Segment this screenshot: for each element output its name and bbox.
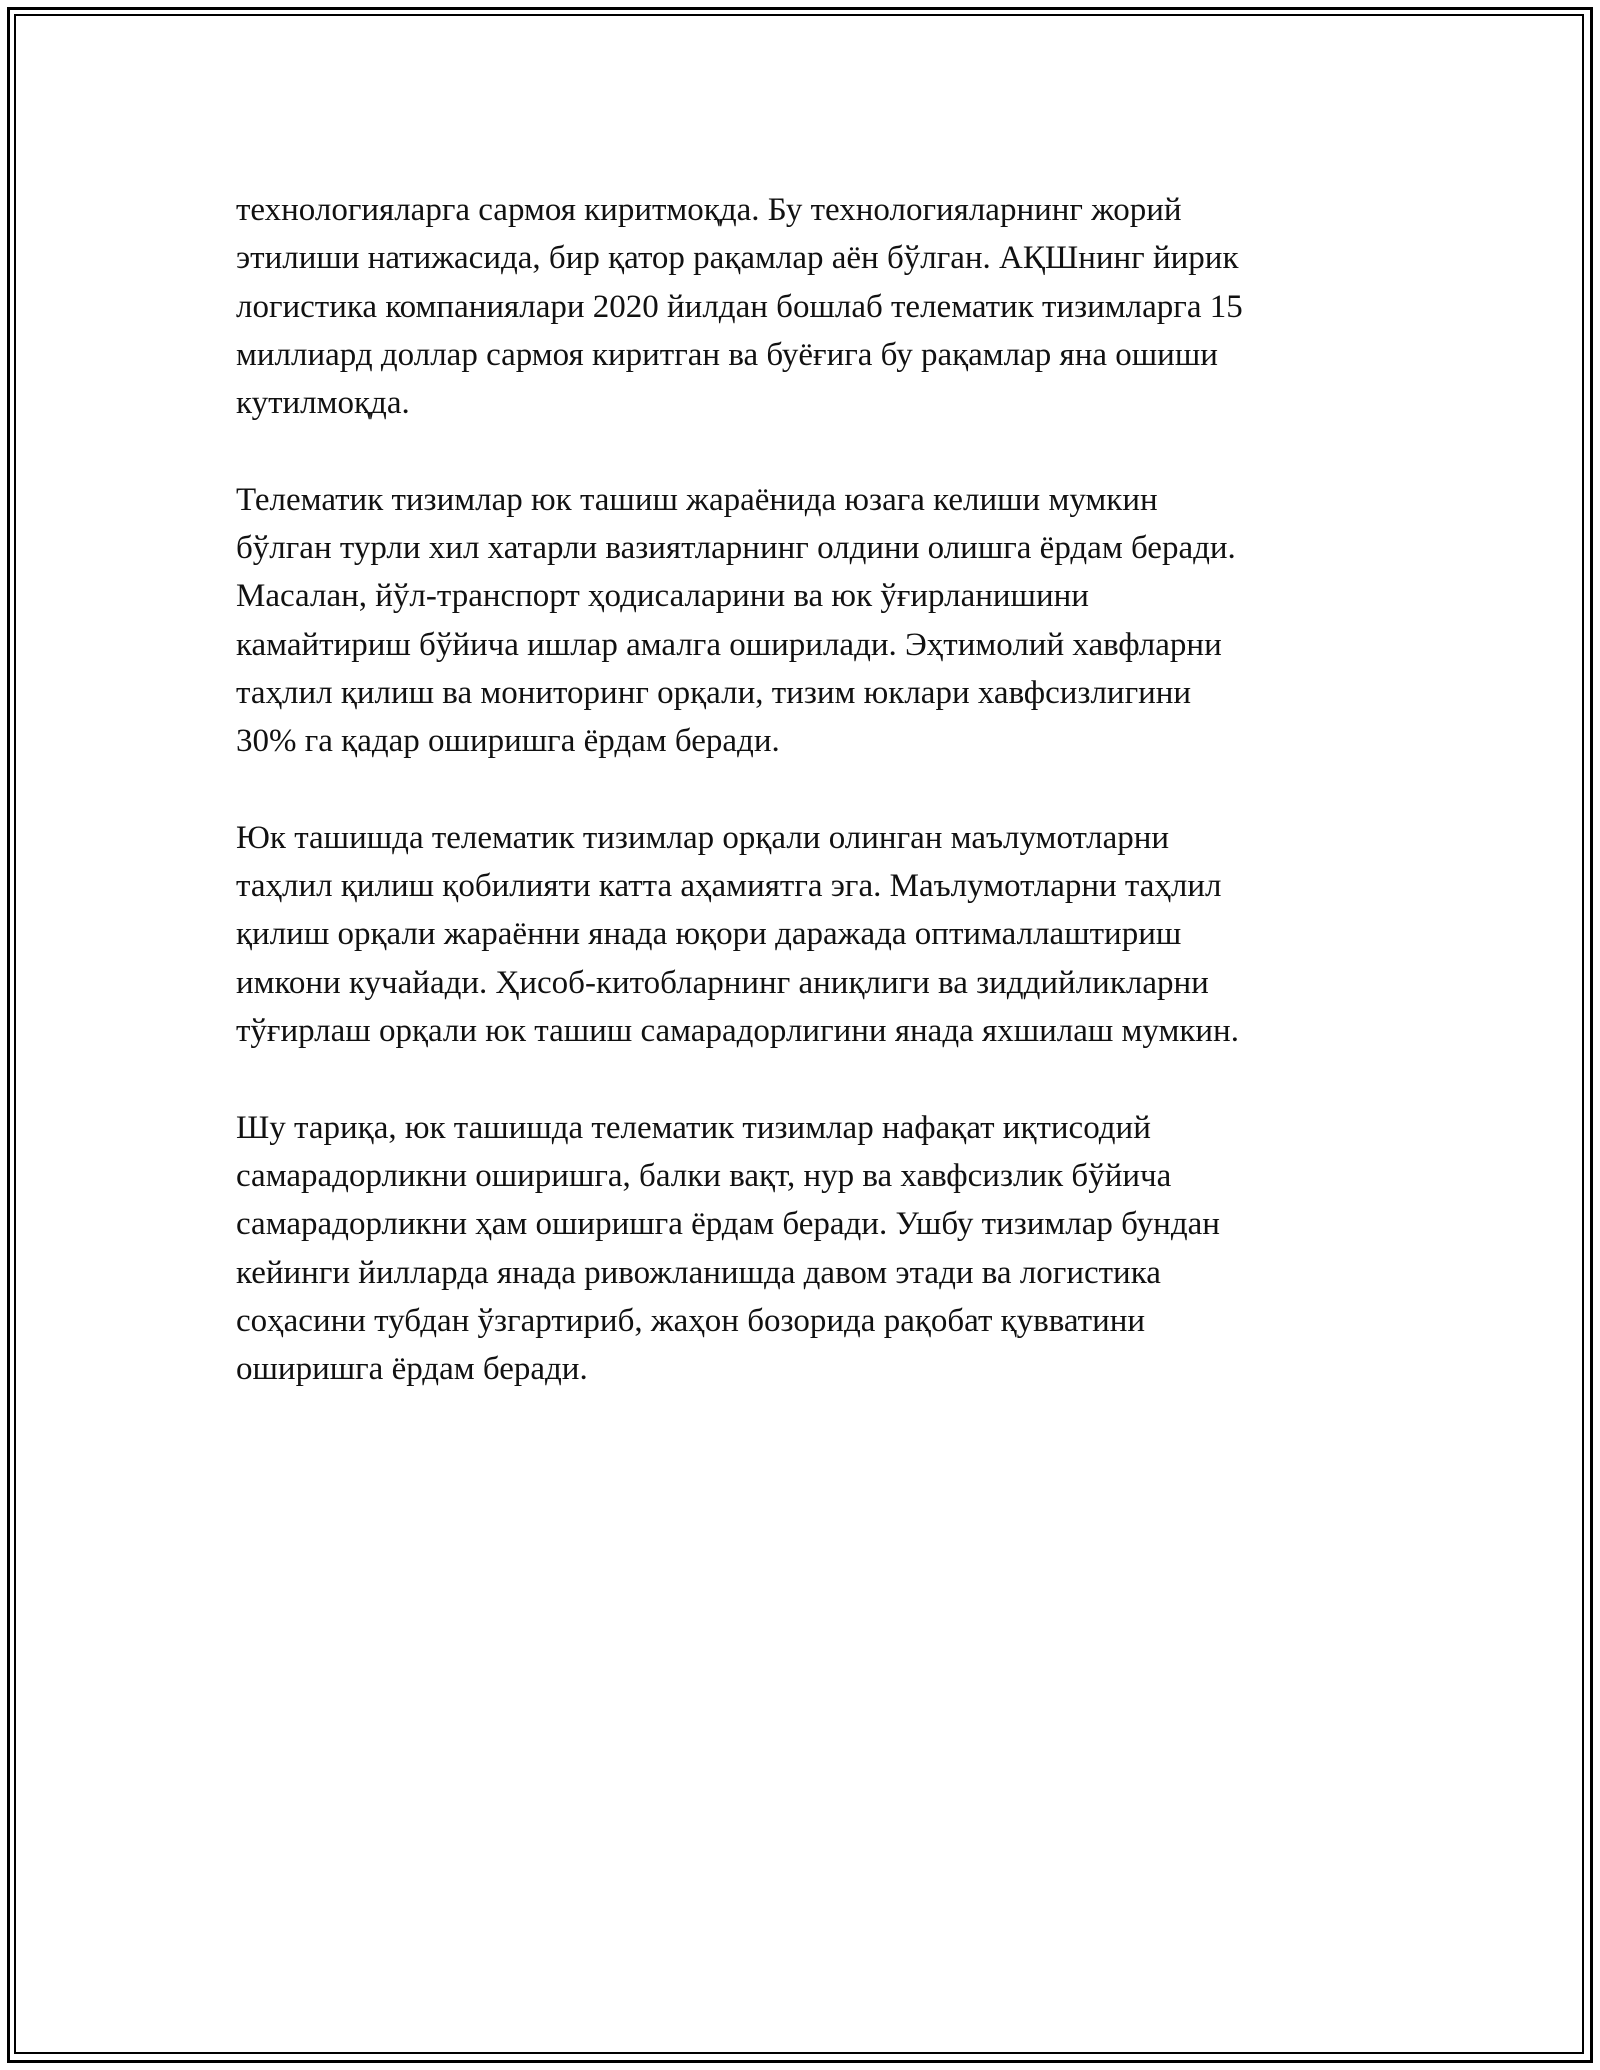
text-line: бўлган турли хил хатарли вазиятларнинг олдини олишга ёрдам беради. (236, 530, 1236, 567)
paragraph-4 (236, 1104, 1376, 1394)
text-line: технологияларга сармоя киритмоқда. Бу технологияларнинг жорий (236, 192, 1182, 228)
text-line: самарадорликни оширишга, балки вақт, нур ва хавфсизлик бўйича (236, 1157, 1172, 1194)
text-line: Масалан, йўл-транспорт ҳодисаларини ва юк ўғирланишини (236, 578, 1089, 615)
paragraph-2 (236, 476, 1376, 766)
text-line: Телематик тизимлар юк ташиш жараёнида юзага келиши мумкин (236, 481, 1158, 518)
text-line: логистика компаниялари 2020 йилдан бошлаб телематик тизимларга 15 (236, 288, 1243, 325)
paragraph-3 (236, 814, 1376, 1055)
text-line: қилиш орқали жараённи янада юқори даражада оптималлаштириш (236, 916, 1182, 953)
text-line: тўғирлаш орқали юк ташиш самарадорлигини янада яхшилаш мумкин. (236, 1013, 1239, 1050)
text-line: самарадорликни ҳам оширишга ёрдам беради. Ушбу тизимлар бундан (236, 1206, 1220, 1243)
text-line: соҳасини тубдан ўзгартириб, жаҳон бозорида рақобат қувватини (236, 1302, 1146, 1339)
text-line: камайтириш бўйича ишлар амалга оширилади. Эҳтимолий хавфларни (236, 626, 1222, 663)
text-line: оширишга ёрдам беради. (236, 1351, 588, 1388)
paragraph-1 (236, 186, 1376, 427)
text-line: Шу тариқа, юк ташишда телематик тизимлар нафақат иқтисодий (236, 1109, 1151, 1146)
text-line: Юк ташишда телематик тизимлар орқали олинган маълумотларни (236, 819, 1170, 856)
text-line: 30% га қадар оширишга ёрдам беради. (236, 723, 780, 760)
text-line: таҳлил қилиш қобилияти катта аҳамиятга эга. Маълумотларни таҳлил (236, 868, 1222, 905)
document-body (236, 186, 1376, 1442)
text-line: таҳлил қилиш ва мониторинг орқали, тизим юклари хавфсизлигини (236, 674, 1192, 711)
text-line: миллиард доллар сармоя киритган ва буёғига бу рақамлар яна ошиши (236, 336, 1218, 373)
text-line: этилиши натижасида, бир қатор рақамлар аён бўлган. АҚШнинг йирик (236, 240, 1239, 277)
text-line: кейинги йилларда янада ривожланишда давом этади ва логистика (236, 1254, 1161, 1291)
text-line: кутилмоқда. (236, 385, 410, 422)
text-line: имкони кучайади. Ҳисоб-китобларнинг аниқлиги ва зиддийликларни (236, 964, 1209, 1001)
